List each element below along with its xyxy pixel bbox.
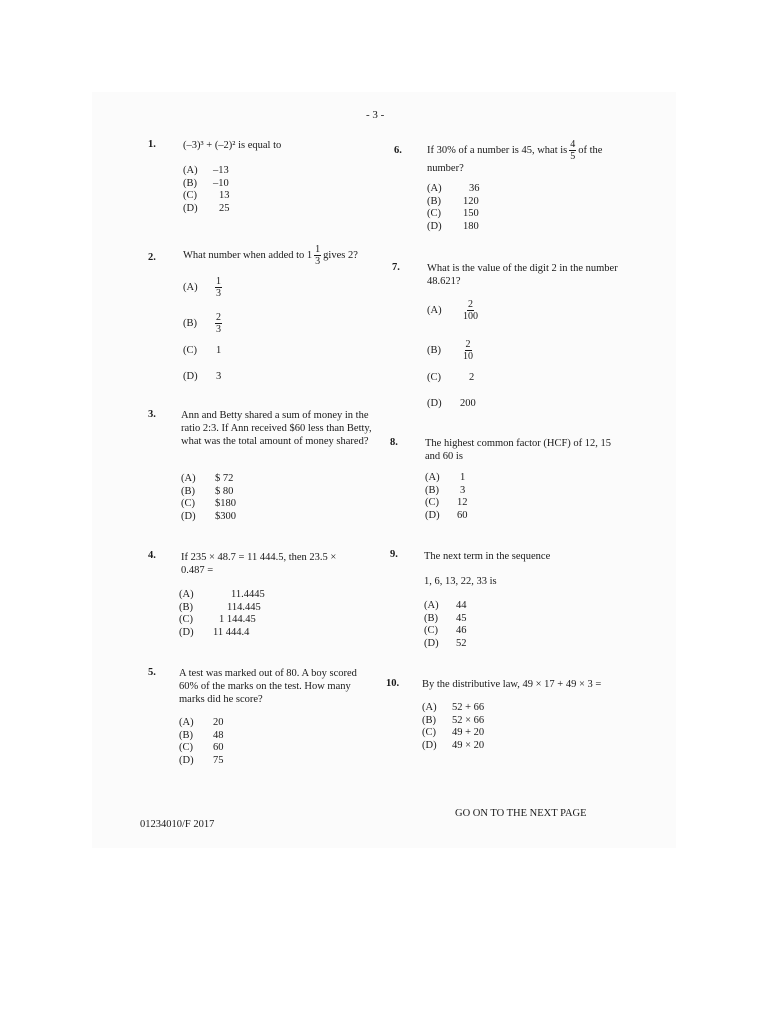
question-2-number: 2. — [148, 252, 156, 263]
option-label: (D) — [427, 220, 442, 232]
option-label: (A) — [424, 600, 439, 611]
option-value: 75 — [213, 754, 224, 766]
option-label: (A) — [427, 305, 442, 316]
question-4-text: If 235 × 48.7 = 11 444.5, then 23.5 × 0.487 = — [181, 552, 337, 576]
option-label: (D) — [179, 754, 194, 766]
option-label: (D) — [183, 371, 198, 382]
option-label: (C) — [183, 190, 197, 201]
question-2-option-b — [183, 312, 224, 335]
option-label: (C) — [179, 742, 193, 753]
question-5-options — [179, 717, 224, 767]
question-6-text — [427, 139, 622, 175]
option-label: (B) — [422, 714, 436, 726]
option — [425, 485, 468, 498]
option-label: (A) — [183, 282, 198, 293]
numerator: 2 — [465, 339, 471, 350]
option — [424, 613, 467, 626]
question-8-options — [425, 472, 468, 522]
mixed-fraction — [314, 244, 321, 267]
question-6-options — [427, 183, 480, 233]
option — [422, 727, 484, 740]
option-value: –10 — [213, 177, 229, 189]
option — [424, 638, 467, 651]
question-10-number: 10. — [386, 678, 400, 689]
question-5-text: A test was marked out of 80. A boy scored 60% of the marks on the test. How many marks did he score? — [179, 668, 357, 705]
question-9-number: 9. — [390, 549, 398, 560]
question-2-text-a: What number when added to 1 — [183, 250, 313, 261]
option — [181, 486, 236, 499]
option-label: (C) — [181, 498, 195, 509]
option-value: $300 — [215, 510, 236, 522]
option — [183, 165, 230, 178]
option — [424, 625, 467, 638]
denominator: 10 — [463, 351, 473, 362]
option-label: (B) — [179, 729, 193, 741]
option-label: (D) — [425, 509, 440, 521]
option-value: 180 — [463, 220, 479, 232]
option-label: (A) — [179, 589, 194, 600]
option-value: $180 — [215, 498, 236, 509]
question-9-options — [424, 600, 467, 650]
option-label: (C) — [427, 372, 441, 383]
option-label: (C) — [183, 345, 197, 356]
question-2-option-c — [183, 345, 221, 356]
option-label: (B) — [183, 177, 197, 189]
option — [183, 190, 230, 203]
option-label: (A) — [183, 165, 198, 176]
option-label: (B) — [179, 601, 193, 613]
question-8-text: The highest common factor (HCF) of 12, 15 and 60 is — [425, 438, 612, 462]
option-value: 45 — [456, 612, 467, 624]
option — [179, 742, 224, 755]
option-label: (B) — [183, 318, 197, 329]
question-2-option-d — [183, 371, 221, 382]
question-4-options — [179, 589, 265, 639]
option — [181, 473, 236, 486]
question-1-number: 1. — [148, 139, 156, 150]
option-value: –13 — [213, 165, 229, 176]
option-value: 25 — [219, 202, 230, 214]
question-6-number: 6. — [394, 145, 402, 156]
option-value: 20 — [213, 717, 224, 728]
option — [179, 602, 265, 615]
question-9-text: The next term in the sequence — [424, 551, 551, 562]
option-value: $ 72 — [215, 473, 234, 484]
option-label: (D) — [427, 398, 442, 409]
option — [422, 740, 484, 753]
option — [179, 730, 224, 743]
option-label: (C) — [425, 497, 439, 508]
option — [425, 510, 468, 523]
option — [179, 627, 265, 640]
option-value: 120 — [463, 195, 479, 207]
denominator: 100 — [463, 311, 478, 322]
numerator: 1 — [315, 244, 321, 255]
page-number: - 3 - — [366, 109, 385, 121]
option-value: 11 444.4 — [213, 626, 250, 638]
option — [179, 717, 224, 730]
denominator: 3 — [216, 324, 221, 335]
option-label: (C) — [179, 614, 193, 625]
option — [422, 702, 484, 715]
option-value: 11.4445 — [231, 589, 265, 600]
numerator: 1 — [216, 276, 221, 287]
option-label: (B) — [427, 195, 441, 207]
option-label: (D) — [179, 626, 194, 638]
option-value: 49 + 20 — [452, 727, 485, 738]
option-label: (C) — [422, 727, 436, 738]
option — [427, 208, 480, 221]
option-value: 200 — [460, 398, 476, 409]
option — [181, 498, 236, 511]
question-6-text-a: If 30% of a number is 45, what is — [427, 145, 568, 156]
option — [183, 178, 230, 191]
option-label: (A) — [425, 472, 440, 483]
option-label: (B) — [424, 612, 438, 624]
next-page-note: GO ON TO THE NEXT PAGE — [455, 808, 587, 819]
option — [179, 589, 265, 602]
option-fraction — [463, 299, 478, 322]
option-fraction — [215, 312, 222, 335]
option-label: (A) — [427, 183, 442, 194]
option-label: (B) — [427, 345, 441, 356]
option — [422, 715, 484, 728]
option-value: 1 — [216, 345, 222, 356]
question-1-options — [183, 165, 230, 215]
question-7-option-b — [427, 339, 475, 362]
option-value: 46 — [456, 625, 467, 636]
option-label: (D) — [183, 202, 198, 214]
question-8-number: 8. — [390, 437, 398, 448]
option-label: (C) — [424, 625, 438, 636]
option-label: (B) — [181, 485, 195, 497]
option — [424, 600, 467, 613]
option-value: 36 — [469, 183, 480, 194]
question-2-text — [183, 244, 383, 267]
option-label: (A) — [179, 717, 194, 728]
option-label: (A) — [181, 473, 196, 484]
question-7-option-d — [427, 398, 476, 409]
option-value: 12 — [457, 497, 468, 508]
option-value: 3 — [216, 371, 222, 382]
option — [427, 221, 480, 234]
option-value: 52 × 66 — [452, 714, 485, 726]
option-label: (D) — [424, 637, 439, 649]
option — [425, 472, 468, 485]
question-10-options — [422, 702, 484, 752]
denominator: 3 — [315, 256, 321, 267]
option-value: 48 — [213, 729, 224, 741]
option-label: (A) — [422, 702, 437, 713]
option — [425, 497, 468, 510]
option-fraction — [463, 339, 473, 362]
option-value: 2 — [469, 372, 475, 383]
question-10-text: By the distributive law, 49 × 17 + 49 × 3 = — [422, 679, 602, 690]
option — [179, 614, 265, 627]
question-3-text: Ann and Betty shared a sum of money in the ratio 2:3. If Ann received $60 less than Betty, what was the total amount of money shared? — [181, 410, 372, 447]
option-value: 1 — [460, 472, 466, 483]
question-2-text-b: gives 2? — [323, 250, 358, 261]
option-label: (B) — [425, 484, 439, 496]
option — [179, 755, 224, 768]
option-value: 1 144.45 — [219, 614, 256, 625]
numerator: 2 — [468, 299, 473, 310]
question-1-text: (–3)³ + (–2)² is equal to — [183, 140, 282, 151]
denominator: 5 — [570, 151, 576, 162]
option-value: 60 — [213, 742, 224, 753]
numerator: 4 — [570, 139, 576, 150]
option-value: 49 × 20 — [452, 739, 485, 751]
option-value: 52 — [456, 637, 467, 649]
fraction — [569, 139, 576, 162]
question-7-text: What is the value of the digit 2 in the number 48.621? — [427, 263, 618, 287]
option — [427, 196, 480, 209]
question-6-text-b-1: of the — [578, 145, 603, 156]
option-value: 60 — [457, 509, 468, 521]
option — [427, 183, 480, 196]
option-value: 114.445 — [227, 601, 261, 613]
question-3-number: 3. — [148, 409, 156, 420]
question-7-option-c — [427, 372, 474, 383]
option-label: (D) — [181, 510, 196, 522]
denominator: 3 — [216, 288, 221, 299]
option — [183, 203, 230, 216]
question-9-sequence: 1, 6, 13, 22, 33 is — [424, 576, 497, 587]
paper-code: 01234010/F 2017 — [140, 819, 215, 830]
question-4-number: 4. — [148, 550, 156, 561]
question-3-options — [181, 473, 236, 523]
option-value: 3 — [460, 484, 466, 496]
question-7-option-a — [427, 299, 480, 322]
option — [181, 511, 236, 524]
numerator: 2 — [216, 312, 221, 323]
option-value: 150 — [463, 208, 479, 219]
question-7-number: 7. — [392, 262, 400, 273]
option-value: 44 — [456, 600, 467, 611]
question-6-text-b-2: number? — [427, 163, 464, 174]
option-value: 13 — [219, 190, 230, 201]
option-label: (D) — [422, 739, 437, 751]
option-label: (C) — [427, 208, 441, 219]
option-value: 52 + 66 — [452, 702, 485, 713]
question-5-number: 5. — [148, 667, 156, 678]
question-2-option-a — [183, 276, 224, 299]
option-value: $ 80 — [215, 485, 234, 497]
option-fraction — [215, 276, 222, 299]
